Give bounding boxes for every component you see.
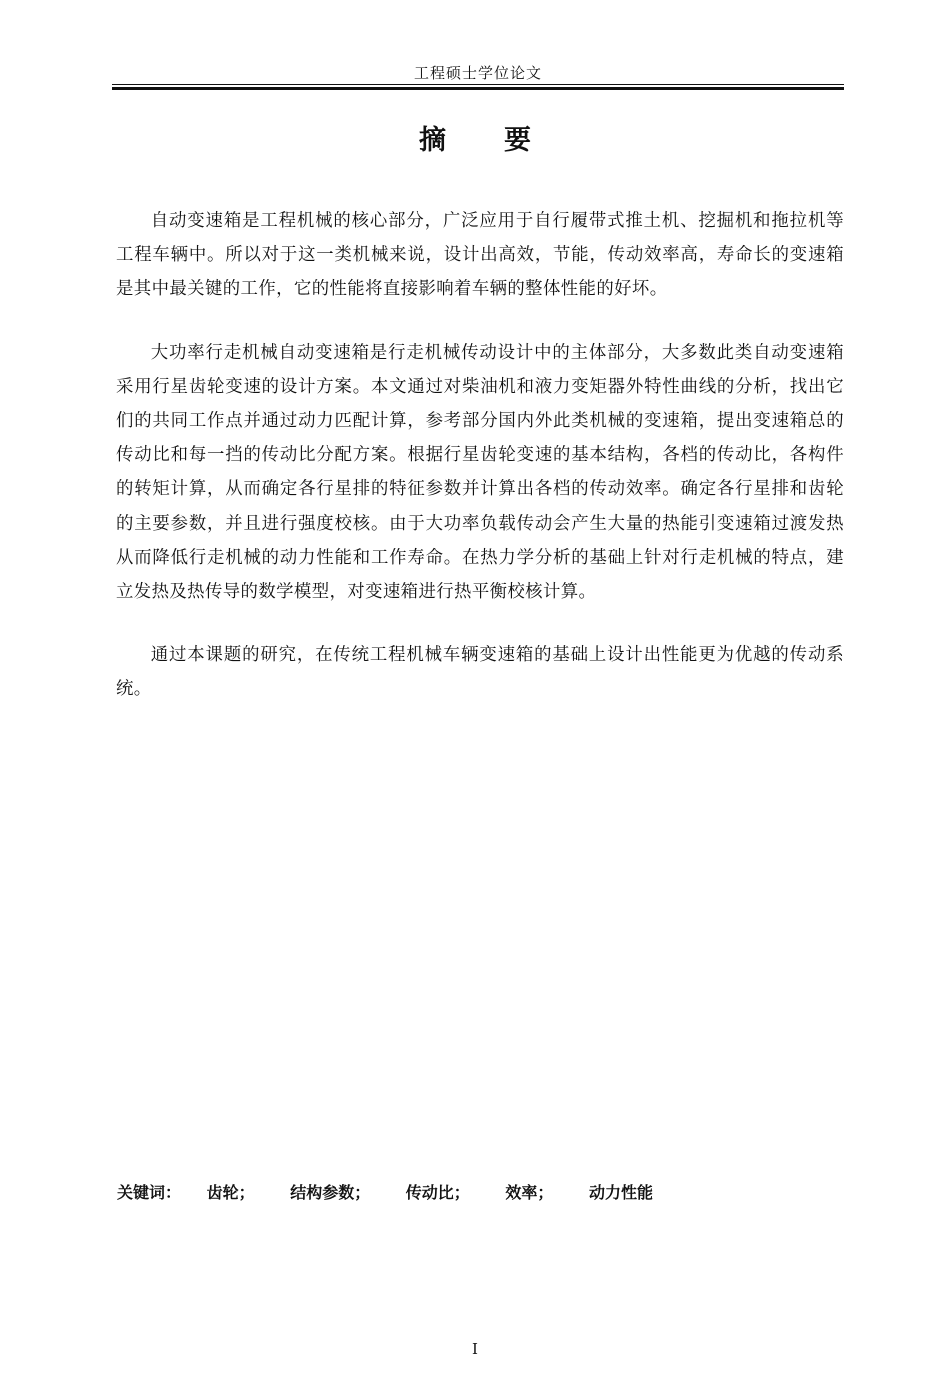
- keyword: 动力性能: [588, 1183, 653, 1202]
- header-rule-thin: [112, 84, 844, 85]
- running-header: [112, 60, 844, 94]
- keywords-label: 关键词：: [117, 1183, 182, 1202]
- page-number: I: [472, 1340, 478, 1358]
- header-title: 工程硕士学位论文: [413, 64, 542, 82]
- keyword: 效率；: [505, 1183, 554, 1202]
- keyword: 传动比；: [405, 1183, 470, 1202]
- keyword: 齿轮；: [206, 1183, 255, 1202]
- keyword: 结构参数；: [290, 1183, 371, 1202]
- keywords-line: [117, 1180, 653, 1203]
- abstract-paragraph: 大功率行走机械自动变速箱是行走机械传动设计中的主体部分，大多数此类自动变速箱采用行星齿轮变速的设计方案。本文通过对柴油机和液力变矩器外特性曲线的分析，找出它们的共同工作点并通过动力匹配计算，参考部分国内外此类机械的变速箱，提出变速箱总的传动比和每一挡的传动比分配方案。根据行星齿轮变速的基本结构，各档的传动比，各构件的转矩计算，从而确定各行星排的特征参数并计算出各档的传动效率。确定各行星排和齿轮的主要参数，并且进行强度校核。由于大功率负载传动会产生大量的热能引变速箱过渡发热从而降低行走机械的动力性能和工作寿命。在热力学分析的基础上针对行走机械的特点，建立发热及热传导的数学模型，对变速箱进行热平衡校核计算。: [116, 342, 844, 603]
- abstract-paragraph: 通过本课题的研究，在传统工程机械车辆变速箱的基础上设计出性能更为优越的传动系统。: [116, 645, 844, 700]
- header-rule-thick: [112, 87, 844, 90]
- abstract-body: [116, 204, 844, 707]
- abstract-paragraph: 自动变速箱是工程机械的核心部分，广泛应用于自行履带式推土机、挖掘机和拖拉机等工程车辆中。所以对于这一类机械来说，设计出高效，节能，传动效率高，寿命长的变速箱是其中最关键的工作，它的性能将直接影响着车辆的整体性能的好坏。: [116, 211, 844, 300]
- abstract-title: 摘要: [419, 125, 589, 156]
